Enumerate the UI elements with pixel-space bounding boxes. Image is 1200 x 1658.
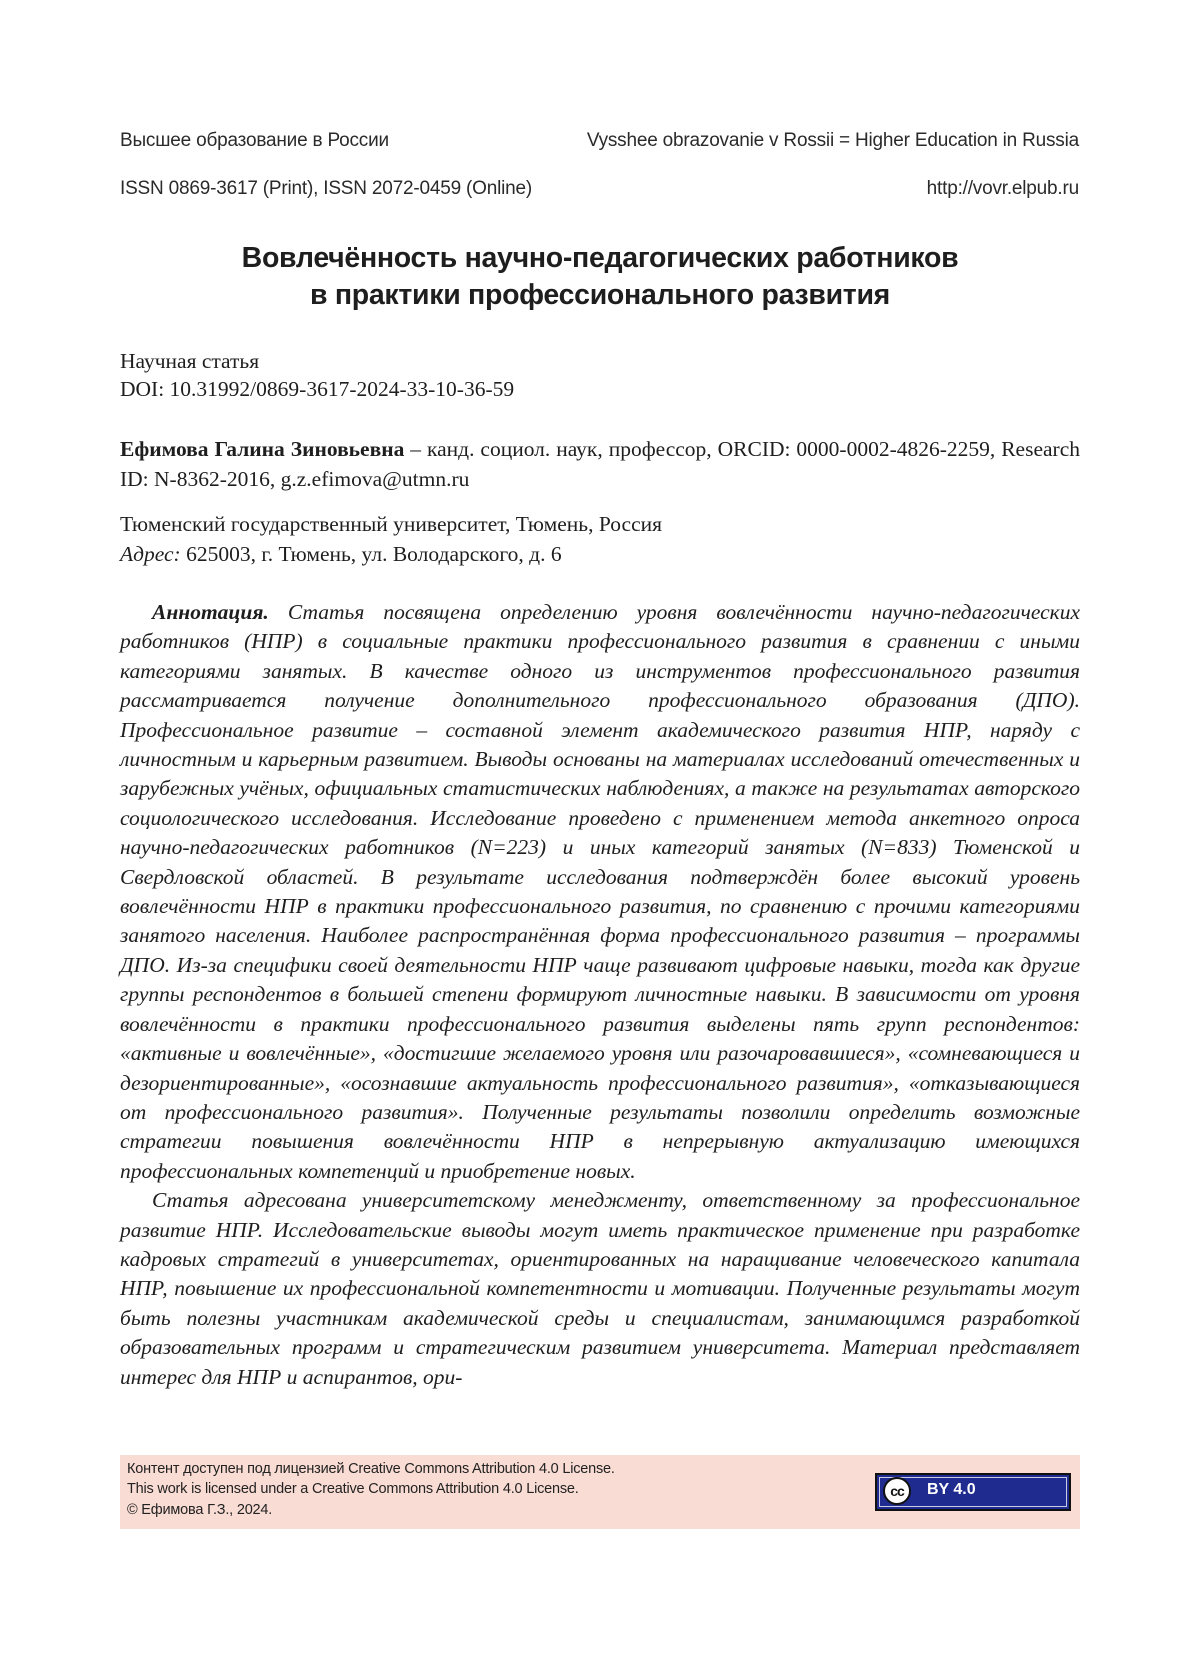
issn: ISSN 0869-3617 (Print), ISSN 2072-0459 (Online) — [120, 178, 532, 199]
cc-icon-text: cc — [890, 1483, 904, 1499]
abstract-label: Аннотация. — [152, 600, 269, 624]
license-text-ru: Контент доступен под лицензией Creative Commons Attribution 4.0 License. — [127, 1461, 615, 1477]
journal-name-ru: Высшее образование в России — [120, 130, 389, 151]
affiliation-institution: Тюменский государственный университет, Тюмень, Россия — [120, 512, 663, 536]
address-label: Адрес: — [120, 542, 181, 566]
abstract-paragraph-2: Статья адресована университетскому менеджменту, ответственному за профессиональное развитие НПР. Исследовательские выводы могут иметь практическое применение при разработке кадровых стратегий в университетах, ориентированных на наращивание человеческого капитала НПР, повышение их профессиональной компетентности и мотивации. Полученные результаты могут быть полезны участникам академической среды и специалистам, занимающимся разработкой образовательных программ и стратегическим развитием университета. Материал представляет интерес для НПР и аспирантов, ори- — [120, 1188, 1080, 1389]
article-type: Научная статья — [120, 349, 260, 373]
affiliation-address — [120, 539, 662, 569]
abstract-paragraph-1 — [120, 598, 1080, 1186]
author-name: Ефимова Галина Зиновьевна — [120, 437, 405, 461]
license-text-en: This work is licensed under a Creative Commons Attribution 4.0 License. — [127, 1481, 579, 1497]
cc-by-badge[interactable] — [875, 1473, 1071, 1511]
article-doi[interactable]: DOI: 10.31992/0869-3617-2024-33-10-36-59 — [120, 377, 515, 401]
abstract-text-1: Статья посвящена определению уровня вовлечённости научно-педагогических работников (НПР) в социальные практики профессионального развития в сравнении с иными категориями занятых. В качестве одного из инструментов профессионального развития рассматривается получение дополнительного профессионального образования (ДПО). Профессиональное развитие – составной элемент академического развития НПР, наряду с личностным и карьерным развитием. Выводы основаны на материалах исследований отечественных и зарубежных учёных, официальных статистических наблюдениях, а также на результатах авторского социологического исследования. Исследование проведено с применением метода анкетного опроса научно-педагогических работников (N=223) и иных категорий занятых (N=833) Тюменской и Свердловской областей. В результате исследования подтверждён более высокий уровень вовлечённости НПР в практики профессионального развития, по сравнению с прочими категориями занятого населения. Наиболее распространённая форма профессионального развития – программы ДПО. Из-за специфики своей деятельности НПР чаще развивают цифровые навыки, тогда как другие группы респондентов в большей степени формируют личностные навыки. В зависимости от уровня вовлечённости в практики профессионального развития выделены пять групп респондентов: «активные и вовлечённые», «достигшие желаемого уровня или разочаровавшиеся», «сомневающиеся и дезориентированные», «осознавшие актуальность профессионального развития», «отказывающиеся от профессионального развития». Полученные результаты позволили определить возможные стратегии повышения вовлечённости НПР в непрерывную актуализацию имеющихся профессиональных компетенций и приобретение новых. — [120, 600, 1080, 1183]
journal-url[interactable]: http://vovr.elpub.ru — [926, 178, 1079, 199]
article-title — [120, 240, 1080, 314]
article-title-line-1: Вовлечённость научно-педагогических работников — [241, 242, 959, 274]
abstract — [120, 598, 1080, 1392]
cc-icon — [883, 1477, 911, 1505]
cc-badge-label: BY 4.0 — [927, 1481, 976, 1498]
article-title-line-2: в практики профессионального развития — [309, 279, 890, 311]
address-value: 625003, г. Тюмень, ул. Володарского, д. 6 — [180, 542, 562, 566]
author-details: – канд. социол. наук, профессор, ORCID: 0000-0002-4826-2259, Research ID: N-8362-2016, g.z.efimova@utmn.ru — [120, 437, 1081, 491]
journal-name-en: Vysshee obrazovanie v Rossii = Higher Education in Russia — [586, 130, 1079, 151]
license-box — [120, 1455, 1080, 1529]
affiliation — [120, 509, 662, 569]
copyright: © Ефимова Г.З., 2024. — [127, 1502, 273, 1518]
author-info — [120, 434, 1080, 494]
